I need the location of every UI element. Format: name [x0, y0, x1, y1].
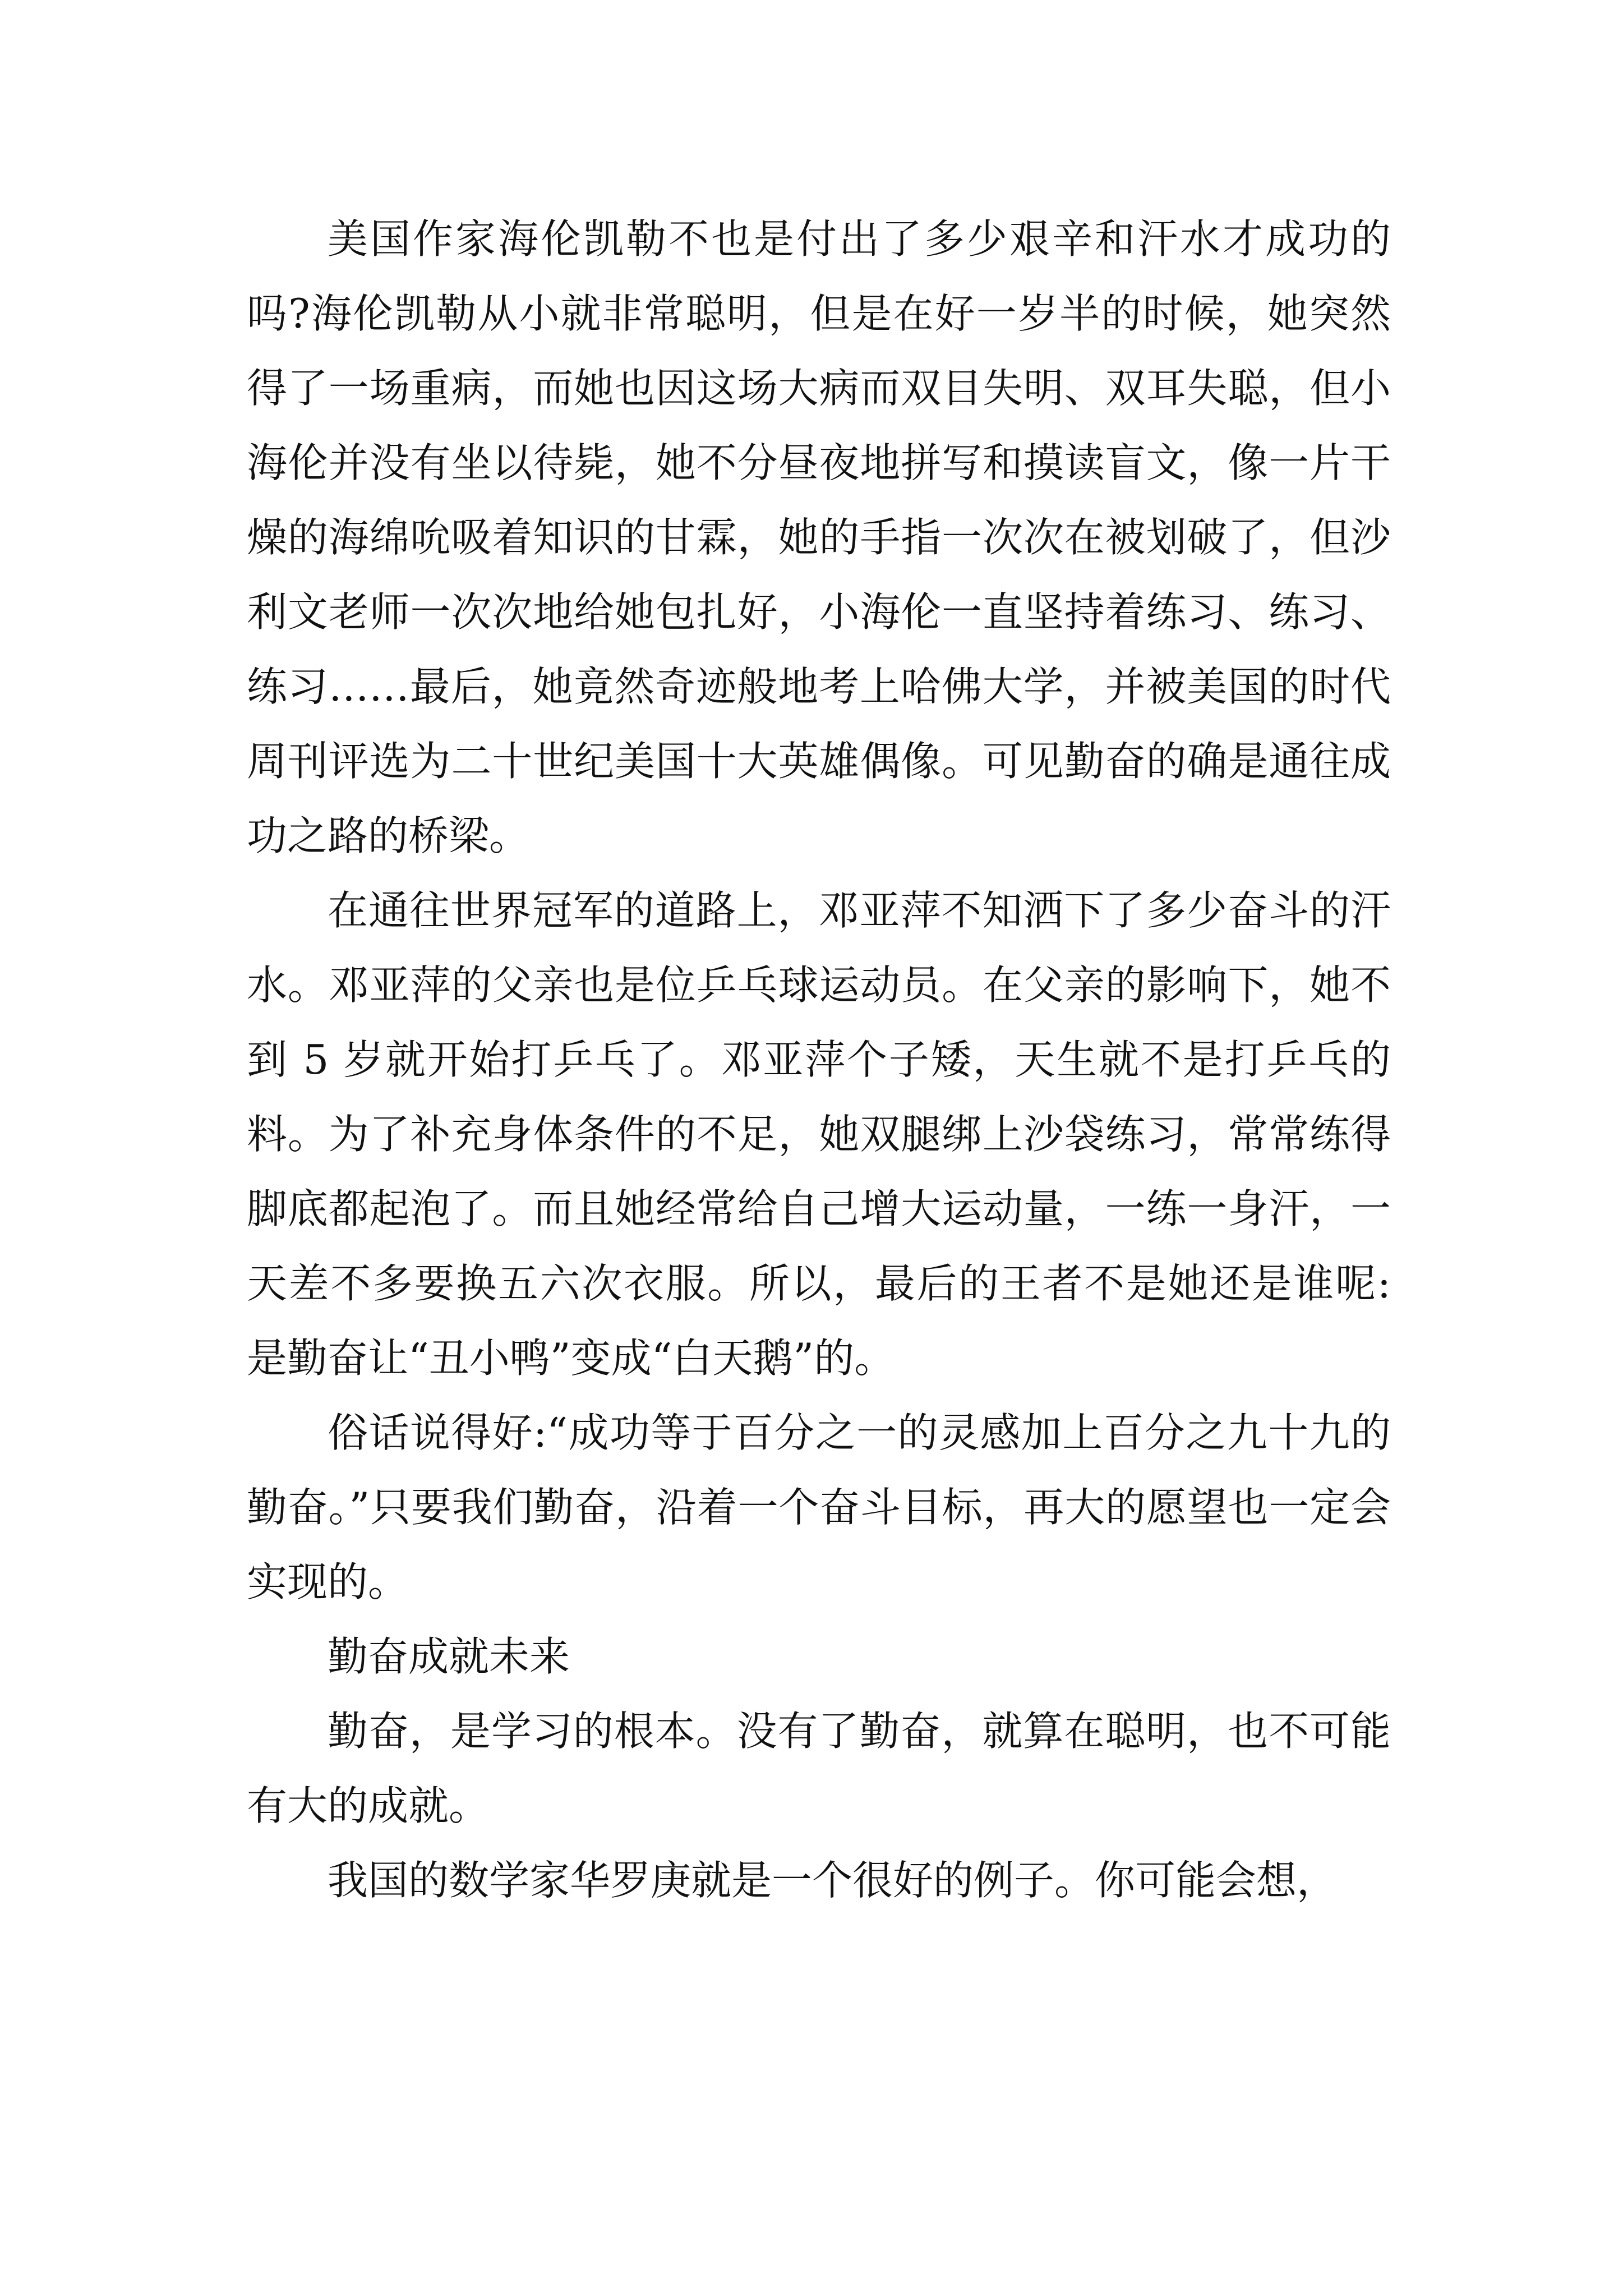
paragraph-hua-luogeng: 我国的数学家华罗庚就是一个很好的例子。你可能会想，	[328, 1857, 1338, 1904]
section-title: 勤奋成就未来	[328, 1633, 570, 1680]
paragraph-diligence: 勤奋，是学习的根本。没有了勤奋，就算在聪明，也不可能有大的成就。	[247, 1708, 1391, 1829]
paragraph-proverb: 俗话说得好:“成功等于百分之一的灵感加上百分之九十九的勤奋。”只要我们勤奋，沿着一个奋斗目标，再大的愿望也一定会实现的。	[247, 1409, 1391, 1605]
paragraph-helen-keller: 美国作家海伦凯勒不也是付出了多少艰辛和汗水才成功的吗?海伦凯勒从小就非常聪明，但是在好一岁半的时候，她突然得了一场重病，而她也因这场大病而双目失明、双耳失聪，但小海伦并没有坐以待毙，她不分昼夜地拼写和摸读盲文，像一片干燥的海绵吮吸着知识的甘霖，她的手指一次次在被划破了，但沙利文老师一次次地给她包扎好，小海伦一直坚持着练习、练习、练习……最后，她竟然奇迹般地考上哈佛大学，并被美国的时代周刊评选为二十世纪美国十大英雄偶像。可见勤奋的确是通往成功之路的桥梁。	[247, 215, 1391, 859]
paragraph-deng-yaping: 在通往世界冠军的道路上，邓亚萍不知洒下了多少奋斗的汗水。邓亚萍的父亲也是位乒乓球运动员。在父亲的影响下，她不到 5 岁就开始打乒乓了。邓亚萍个子矮，天生就不是打乒乓的料。为了补充身体条件的不足，她双腿绑上沙袋练习，常常练得脚底都起泡了。而且她经常给自己增大运动量，一练一身汗，一天差不多要换五六次衣服。所以，最后的王者不是她还是谁呢:是勤奋让“丑小鸭”变成“白天鹅”的。	[247, 887, 1391, 1382]
document-body	[247, 202, 1391, 1918]
